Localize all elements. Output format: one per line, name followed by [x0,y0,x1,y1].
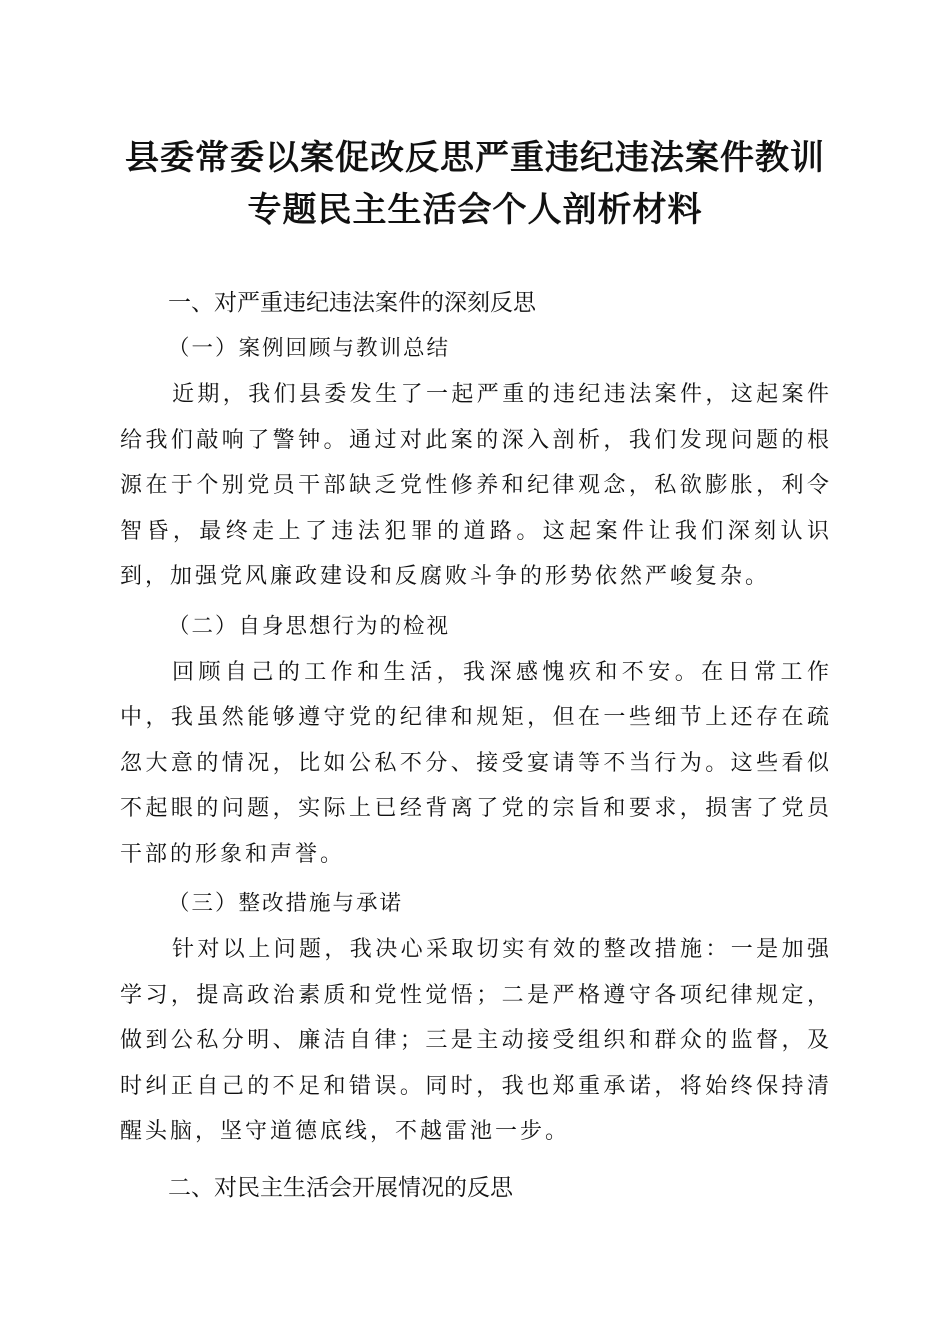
subsection-2-paragraph: 回顾自己的工作和生活，我深感愧疚和不安。在日常工作中，我虽然能够遵守党的纪律和规矩，但在一些细节上还存在疏忽大意的情况，比如公私不分、接受宴请等不当行为。这些看似不起眼的问题，实际上已经背离了党的宗旨和要求，损害了党员干部的形象和声誉。 [120,659,832,867]
title-line-2: 专题民主生活会个人剖析材料 [247,190,703,230]
subsection-2-heading: （二）自身思想行为的检视 [168,613,451,639]
subsection-1-heading: （一）案例回顾与教训总结 [168,336,451,361]
document-body [120,280,832,1211]
subsection-3-paragraph: 针对以上问题，我决心采取切实有效的整改措施：一是加强学习，提高政治素质和党性觉悟；二是严格遵守各项纪律规定，做到公私分明、廉洁自律；三是主动接受组织和群众的监督，及时纠正自己的不足和错误。同时，我也郑重承诺，将始终保持清醒头脑，坚守道德底线，不越雷池一步。 [120,937,832,1144]
subsection-1-paragraph: 近期，我们县委发生了一起严重的违纪违法案件，这起案件给我们敲响了警钟。通过对此案的深入剖析，我们发现问题的根源在于个别党员干部缺乏党性修养和纪律观念，私欲膨胀，利令智昏，最终走上了违法犯罪的道路。这起案件让我们深刻认识到，加强党风廉政建设和反腐败斗争的形势依然严峻复杂。 [120,382,832,589]
subsection-3-heading: （三）整改措施与承诺 [168,891,404,916]
document-title [70,132,880,236]
section-2-heading: 二、对民主生活会开展情况的反思 [168,1174,513,1201]
section-1-heading: 一、对严重违纪违法案件的深刻反思 [168,290,536,316]
title-line-1: 县委常委以案促改反思严重违纪违法案件教训 [125,138,825,178]
